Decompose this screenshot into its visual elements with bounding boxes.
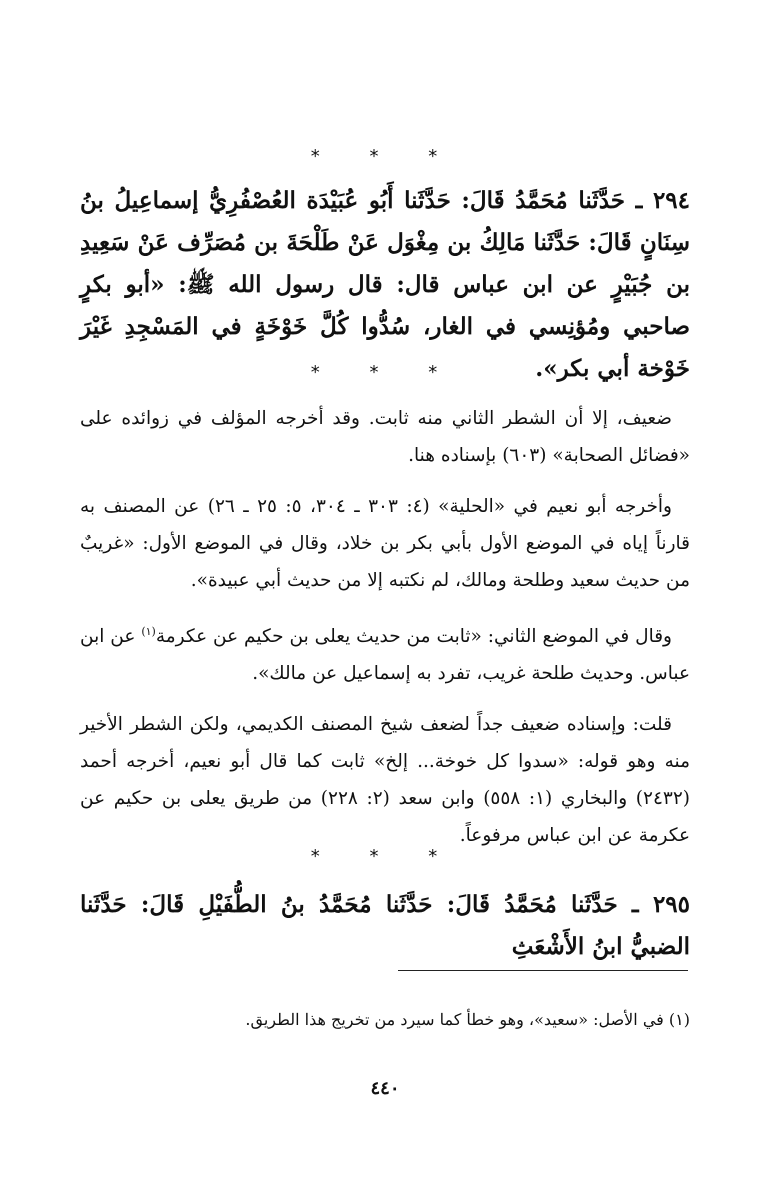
footnote-marker: (١) [141,625,156,638]
page-number: ٤٤٠ [370,1078,400,1099]
commentary-paragraph-3-text-b: عن ابن عباس. وحديث طلحة غريب، تفرد به إسماعيل عن مالك». [80,626,690,685]
separator-stars-middle: * * * [310,362,460,383]
separator-stars-top: * * * [310,146,460,167]
footnote: (١) في الأصل: «سعيد»، وهو خطأ كما سيرد من تخريج هذا الطريق. [245,1010,690,1029]
commentary-paragraph-3 [80,613,690,692]
commentary-paragraph-4: قلت: وإسناده ضعيف جداً لضعف شيخ المصنف الكديمي، ولكن الشطر الأخير منه وهو قوله: «سدوا كل خوخة... إلخ» ثابت كما قال أبو نعيم، أخرجه أحمد (٢٤٣٢) والبخاري (١: ٥٥٨) وابن سعد (٢: ٢٢٨) من طريق يعلى بن حكيم عن عكرمة عن ابن عباس مرفوعاً. [80,714,690,847]
footnote-divider [398,970,688,971]
commentary-paragraph-3-text-a: وقال في الموضع الثاني: «ثابت من حديث يعلى بن حكيم عن عكرمة [155,626,672,648]
commentary-paragraph-1: ضعيف، إلا أن الشطر الثاني منه ثابت. وقد أخرجه المؤلف في زوائده على «فضائل الصحابة» (٦٠٣) بإسناده هنا. [80,408,690,466]
hadith-294-text: ٢٩٤ ـ حَدَّثَنا مُحَمَّدُ قَالَ: حَدَّثَنا أَبُو عُبَيْدَة العُصْفُرِيُّ إسماعِيلُ بنُ سِنَانٍ قَالَ: حَدَّثَنا مَالِكُ بن مِغْوَل عَنْ طَلْحَةَ بن مُصَرِّف عَنْ سَعِيدِ بن جُبَيْرٍ عن ابن عباس قال: قال رسول الله ﷺ: «أبو بكرٍ صاحبي ومُؤنِسي في الغار، سُدُّوا كُلَّ خَوْخَةٍ في المَسْجِدِ غَيْرَ خَوْخة أبي بكر». [80,187,690,382]
hadith-295 [80,884,690,968]
commentary [80,400,690,854]
hadith-295-text: ٢٩٥ ـ حَدَّثَنا مُحَمَّدُ قَالَ: حَدَّثَنا مُحَمَّدُ بنُ الطُّفَيْلِ قَالَ: حَدَّثَنا الضبيُّ ابنُ الأَشْعَثِ [80,891,690,960]
separator-stars-bottom: * * * [310,846,460,867]
hadith-294 [80,180,690,390]
commentary-paragraph-2: وأخرجه أبو نعيم في «الحلية» (٤: ٣٠٣ ـ ٣٠٤، ٥: ٢٥ ـ ٢٦) عن المصنف به قارناً إياه في الموضع الأول بأبي بكر بن خلاد، وقال في الموضع الأول: «غريبٌ من حديث سعيد وطلحة ومالك، لم نكتبه إلا من حديث أبي عبيدة». [80,496,690,591]
